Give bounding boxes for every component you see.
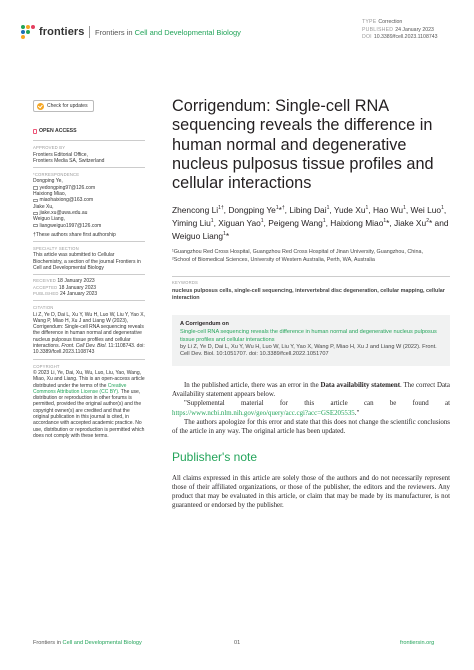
check-updates-icon xyxy=(37,103,44,110)
approved-line-2: Frontiers Media SA, Switzerland xyxy=(33,157,105,164)
corr-email-2[interactable]: miaohaixiong@163.com xyxy=(39,197,94,204)
corr-name-1: Dongping Ye, xyxy=(33,178,63,185)
author-1[interactable]: Zhencong Li xyxy=(172,205,219,216)
data-availability-bold: Data availability statement xyxy=(320,381,400,389)
copyright-post: The use, distribution or reproduction in other forums is permitted, provided the original author(s) and the copyright owner(s) are credited and that the original publication in this journal is cited, in accordance with accepted academic practice. No use, distribution or reproduction is permitted which does not comply with these terms. xyxy=(33,388,145,439)
original-article-citation: by Li Z, Ye D, Dai L, Xu Y, Wu H, Luo W, Liu Y, Yao X, Wang P, Miao H, Xu J and Liang W (2022). Front. Cell Dev. Biol. 10:1051707. doi: 10.3389/fcell.2022.1051707 xyxy=(180,343,437,358)
sidebar xyxy=(33,100,145,439)
corr-name-3: Jiake Xu, xyxy=(33,203,54,210)
page-number: 01 xyxy=(234,640,241,646)
citation-block xyxy=(33,300,145,355)
article-meta xyxy=(362,19,437,42)
check-updates-button[interactable] xyxy=(33,100,94,112)
citation-label: CITATION xyxy=(33,305,54,311)
approved-line-1: Frontiers Editorial Office, xyxy=(33,151,88,158)
approved-label: APPROVED BY xyxy=(33,145,66,151)
keywords-divider xyxy=(172,276,450,277)
journal-prefix: Frontiers in xyxy=(95,28,133,37)
corr-name-4: Weiguo Liang, xyxy=(33,216,65,223)
citation-post: 11:1108743. doi: 10.3389/fcell.2023.1108743 xyxy=(33,343,145,356)
geo-link[interactable]: https://www.ncbi.nlm.nih.gov/geo/query/acc.cgi?acc=GSE205535 xyxy=(172,409,355,417)
corr-email-4[interactable]: liangweiguo1997@126.com xyxy=(39,222,102,229)
citation-journal: Front. Cell Dev. Biol. xyxy=(61,343,107,350)
check-updates-label: Check for updates xyxy=(47,102,88,109)
accepted-date: 18 January 2023 xyxy=(58,284,97,291)
equal-authorship-note: †These authors share first authorship xyxy=(33,231,116,238)
published-value: 24 January 2023 xyxy=(395,26,434,33)
open-access-badge xyxy=(33,128,145,134)
body-paragraph-2: "Supplemental material for this article can be found at https://www.ncbi.nlm.nih.gov/geo/query/acc.cgi?acc=GSE205535." xyxy=(172,400,450,417)
copyright-label: COPYRIGHT xyxy=(33,363,60,369)
dates-block xyxy=(33,274,145,297)
doi-label: DOI xyxy=(362,34,372,41)
keywords-label: KEYWORDS xyxy=(172,279,199,285)
affiliations xyxy=(172,249,450,263)
copyright-text xyxy=(33,370,145,439)
page-header xyxy=(0,0,474,48)
corr-email-3[interactable]: jiake.xu@uwa.edu.au xyxy=(39,209,88,216)
published-date: 24 January 2023 xyxy=(59,290,98,297)
article-main xyxy=(172,97,450,511)
keywords: nucleus pulposus cells, single-cell sequencing, intervertebral disc degeneration, cellular mapping, cellular interaction xyxy=(172,287,445,302)
author-list: Zhencong $Li^{1\dagger}$, Dongping Ye$^1$*†, Libing Dai$^1$, Yude Xu$^1$, Hao Wu$^1$, Wei Luo$^1$, Yiming Liu$^1$, Xiguan Yao$^1$, Peigeng Wang$^1$, Haixiong Miao$^1$*, Jiake Xu$^2$* and Weiguo Liang$^1$* xyxy=(172,205,449,242)
correspondence-label: *CORRESPONDENCE xyxy=(33,172,80,178)
received-label: RECEIVED xyxy=(33,278,57,284)
publisher-note-heading: Publisher's note xyxy=(172,449,258,464)
published-label: PUBLISHED xyxy=(362,26,394,33)
affiliation-2: ²School of Biomedical Sciences, University of Western Australia, Perth, WA, Australia xyxy=(172,256,375,263)
corrigendum-box xyxy=(172,315,450,366)
publisher-note-text: All claims expressed in this article are solely those of the authors and do not necessarily represent those of their affiliated organizations, or those of the publisher, the editors and the reviewers. Any product that may be evaluated in this article, or claim that may be made by its manufacturer, is not guaranteed or endorsed by the publisher. xyxy=(172,474,450,510)
body-paragraph-3: The authors apologize for this error and state that this does not change the scientific conclusions of the article in any way. The original article has been updated. xyxy=(172,418,450,436)
frontiers-logo xyxy=(21,25,85,39)
journal-header[interactable] xyxy=(95,28,241,37)
brand-name: frontiers xyxy=(39,26,85,38)
footer-site-link[interactable]: frontiersin.org xyxy=(400,640,435,646)
email-icon xyxy=(33,199,38,202)
specialty-block xyxy=(33,241,145,271)
specialty-label: SPECIALTY SECTION xyxy=(33,246,79,252)
open-lock-icon xyxy=(33,129,37,134)
frontiers-logo-icon xyxy=(21,25,35,39)
email-icon xyxy=(33,186,38,189)
article-title: Corrigendum: Single-cell RNA sequencing reveals the difference in human normal and degenerative nucleus pulposus tissue profiles and cellular interactions xyxy=(172,97,434,193)
email-icon xyxy=(33,212,38,215)
corr-name-2: Haixiong Miao, xyxy=(33,191,67,198)
citation-pre: Li Z, Ye D, Dai L, Xu Y, Wu H, Luo W, Liu Y, Yao X, Wang P, Miao H, Xu J and Liang W (2023), Corrigendum: Single-cell RNA sequencing reveals the difference in human normal and degenerative nucleus pulposus tissue profiles and cellular interactions. xyxy=(33,311,145,350)
type-label: TYPE xyxy=(362,19,377,25)
email-icon xyxy=(33,224,38,227)
correspondence-block xyxy=(33,167,145,238)
type-value: Correction xyxy=(378,19,403,25)
original-article-link[interactable]: Single-cell RNA sequencing reveals the difference in human normal and degenerative nucleus pulposus tissue profiles and cellular interactions xyxy=(180,329,437,343)
accepted-label: ACCEPTED xyxy=(33,284,58,290)
cc-by-link[interactable]: Creative Commons Attribution License (CC BY). xyxy=(33,382,127,395)
doi-value[interactable]: 10.3389/fcell.2023.1108743 xyxy=(373,34,438,41)
citation-text xyxy=(33,312,145,356)
copyright-pre: © 2023 Li, Ye, Dai, Xu, Wu, Luo, Liu, Yao, Wang, Miao, Xu and Liang. This is an open-access article distributed under the terms of the xyxy=(33,369,145,389)
journal-name[interactable]: Cell and Developmental Biology xyxy=(134,28,241,37)
header-divider xyxy=(89,26,90,38)
published-date-label: PUBLISHED xyxy=(33,290,59,296)
copyright-block xyxy=(33,359,145,440)
corrigendum-title: A Corrigendum on xyxy=(180,320,229,327)
footer-journal[interactable]: Frontiers in Cell and Developmental Biology xyxy=(33,640,142,646)
approved-block xyxy=(33,140,145,164)
corr-email-row-4[interactable] xyxy=(33,223,145,229)
corr-email-1[interactable]: yedongping97@126.com xyxy=(39,184,96,191)
received-date: 18 January 2023 xyxy=(57,278,95,285)
open-access-label: OPEN ACCESS xyxy=(39,128,77,134)
body-paragraph-1: In the published article, there was an error in the Data availability statement. The correct Data Availability statement appears below. xyxy=(172,381,450,399)
correction-body xyxy=(172,381,450,437)
affiliation-1: ¹Guangzhou Red Cross Hospital, Guangzhou Red Cross Hospital of Jinan University, Guangzhou, China, xyxy=(172,249,423,256)
specialty-text: This article was submitted to Cellular Biochemistry, a section of the journal Frontiers in Cell and Developmental Biology xyxy=(33,252,141,272)
